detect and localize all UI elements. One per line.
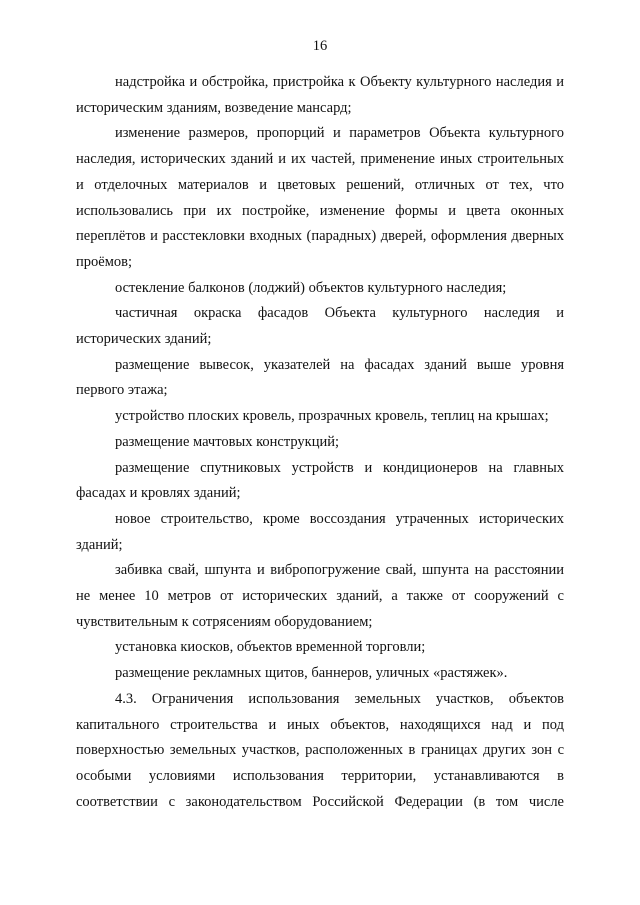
document-body (76, 70, 564, 815)
paragraph-new-construction: новое строительство, кроме воссоздания утраченных исторических зданий; (76, 510, 564, 553)
paragraph-kiosks: установка киосков, объектов временной торговли; (115, 639, 426, 656)
paragraph-dimension-changes: изменение размеров, пропорций и параметров Объекта культурного наследия, исторических зданий и их частей, применение иных строительных и отделочных материалов и цветовых решений, отличных от тех, что использовались при их постройке, изменение формы и цвета оконных переплётов и расстекловки входных (парадных) дверей, оформления дверных проёмов; (76, 125, 564, 270)
paragraph-mast-structures: размещение мачтовых конструкций; (115, 433, 340, 450)
paragraph-partial-painting: частичная окраска фасадов Объекта культурного наследия и исторических зданий; (76, 305, 564, 348)
paragraph-roofing: устройство плоских кровель, прозрачных кровель, теплиц на крышах; (115, 408, 549, 425)
paragraph-section-4-3: 4.3. Ограничения использования земельных участков, объектов капитального строительства и иных объектов, находящихся над и под поверхностью земельных участков, расположенных в границах других зон с особыми условиями использования территории, устанавливаются в соответствии с законодательством Российской Федерации (в том числе (76, 690, 564, 810)
paragraph-satellite-devices: размещение спутниковых устройств и кондиционеров на главных фасадах и кровлях зданий; (76, 459, 564, 502)
paragraph-pile-driving: забивка свай, шпунта и вибропогружение свай, шпунта на расстоянии не менее 10 метров от исторических зданий, а также от сооружений с чувствительным к сотрясениям оборудованием; (76, 562, 564, 630)
page-number: 16 (312, 38, 328, 54)
paragraph-billboards: размещение рекламных щитов, баннеров, уличных «растяжек». (115, 665, 508, 682)
paragraph-superstructure: надстройка и обстройка, пристройка к Объекту культурного наследия и историческим зданиям, возведение мансард; (76, 74, 564, 116)
paragraph-signage: размещение вывесок, указателей на фасадах зданий выше уровня первого этажа; (76, 356, 564, 399)
paragraph-balcony-glazing: остекление балконов (лоджий) объектов культурного наследия; (115, 279, 507, 296)
